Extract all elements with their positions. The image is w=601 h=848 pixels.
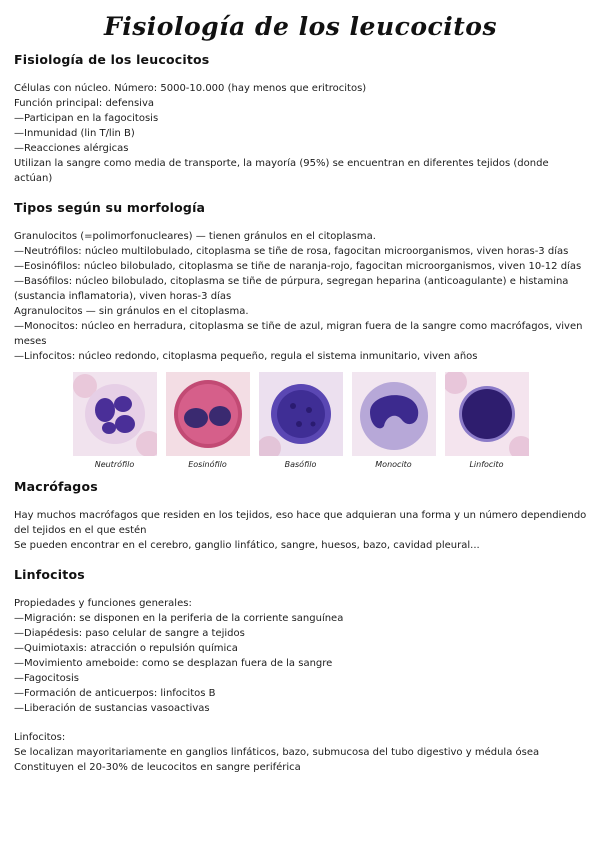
caption-neutrophil: Neutrófilo bbox=[94, 460, 135, 469]
text-line: Utilizan la sangre como media de transporte, la mayoría (95%) se encuentran en diferentes tejidos (donde actúan) bbox=[14, 158, 549, 184]
basophil-image bbox=[259, 372, 343, 456]
text-line: Se localizan mayoritariamente en ganglios linfáticos, bazo, submucosa del tubo digestivo y médula ósea bbox=[14, 747, 540, 758]
caption-monocyte: Monocito bbox=[375, 460, 412, 469]
text-line: —Monocitos: núcleo en herradura, citoplasma se tiñe de azul, migran fuera de la sangre como macrófagos, viven meses bbox=[14, 321, 583, 347]
text-line: —Formación de anticuerpos: linfocitos B bbox=[14, 688, 216, 699]
text-line: —Linfocitos: núcleo redondo, citoplasma pequeño, regula el sistema inmunitario, viven años bbox=[14, 351, 478, 362]
text-line: Se pueden encontrar en el cerebro, ganglio linfático, sangre, huesos, bazo, cavidad pleural... bbox=[14, 540, 480, 551]
section-heading-macrofagos: Macrófagos bbox=[14, 479, 98, 494]
cell-basophil bbox=[259, 372, 343, 469]
text-line: —Reacciones alérgicas bbox=[14, 143, 129, 154]
caption-basophil: Basófilo bbox=[284, 460, 317, 469]
lymphocyte-image bbox=[445, 372, 529, 456]
text-line: —Liberación de sustancias vasoactivas bbox=[14, 703, 210, 714]
text-line: Función principal: defensiva bbox=[14, 98, 154, 109]
text-line: —Migración: se disponen en la periferia de la corriente sanguínea bbox=[14, 613, 344, 624]
text-line: —Movimiento ameboide: como se desplazan fuera de la sangre bbox=[14, 658, 333, 669]
cell-lymphocyte bbox=[445, 372, 529, 469]
text-line: Agranulocitos — sin gránulos en el citoplasma. bbox=[14, 306, 249, 317]
text-line: —Fagocitosis bbox=[14, 673, 79, 684]
text-line: Linfocitos: bbox=[14, 732, 66, 743]
text-line: Hay muchos macrófagos que residen en los tejidos, eso hace que adquieran una forma y un número dependiendo del tejidos en el que estén bbox=[14, 510, 587, 536]
text-line: Células con núcleo. Número: 5000-10.000 (hay menos que eritrocitos) bbox=[14, 83, 367, 94]
text-line: Constituyen el 20-30% de leucocitos en sangre periférica bbox=[14, 762, 301, 773]
page-title: Fisiología de los leucocitos bbox=[103, 12, 498, 41]
caption-lymphocyte: Linfocito bbox=[469, 460, 504, 469]
text-line: —Eosinófilos: núcleo bilobulado, citoplasma se tiñe de naranja-rojo, fagocitan microorganismos, viven 10-12 días bbox=[14, 261, 582, 272]
text-line: —Inmunidad (lin T/lin B) bbox=[14, 128, 135, 139]
text-line: Propiedades y funciones generales: bbox=[14, 598, 192, 609]
monocyte-image bbox=[352, 372, 436, 456]
eosinophil-image bbox=[166, 372, 250, 456]
text-line: —Basófilos: núcleo bilobulado, citoplasma se tiñe de púrpura, segregan heparina (anticoagulante) e histamina (sustancia inflamatoria), viven horas-3 días bbox=[14, 276, 569, 302]
section-heading-tipos: Tipos según su morfología bbox=[14, 200, 206, 215]
cell-neutrophil bbox=[73, 372, 157, 469]
caption-eosinophil: Eosinófilo bbox=[188, 460, 227, 469]
cell-monocyte bbox=[352, 372, 436, 469]
text-line: —Diapédesis: paso celular de sangre a tejidos bbox=[14, 628, 245, 639]
cell-eosinophil bbox=[166, 372, 250, 469]
neutrophil-image bbox=[73, 372, 157, 456]
text-line: Granulocitos (=polimorfonucleares) — tienen gránulos en el citoplasma. bbox=[14, 231, 376, 242]
text-line: —Neutrófilos: núcleo multilobulado, citoplasma se tiñe de rosa, fagocitan microorganismos, viven horas-3 días bbox=[14, 246, 569, 257]
text-line: —Quimiotaxis: atracción o repulsión química bbox=[14, 643, 238, 654]
section-heading-fisiologia: Fisiología de los leucocitos bbox=[14, 52, 210, 67]
text-line: —Participan en la fagocitosis bbox=[14, 113, 159, 124]
leukocyte-image-strip bbox=[14, 372, 587, 469]
section-heading-linfocitos: Linfocitos bbox=[14, 567, 85, 582]
